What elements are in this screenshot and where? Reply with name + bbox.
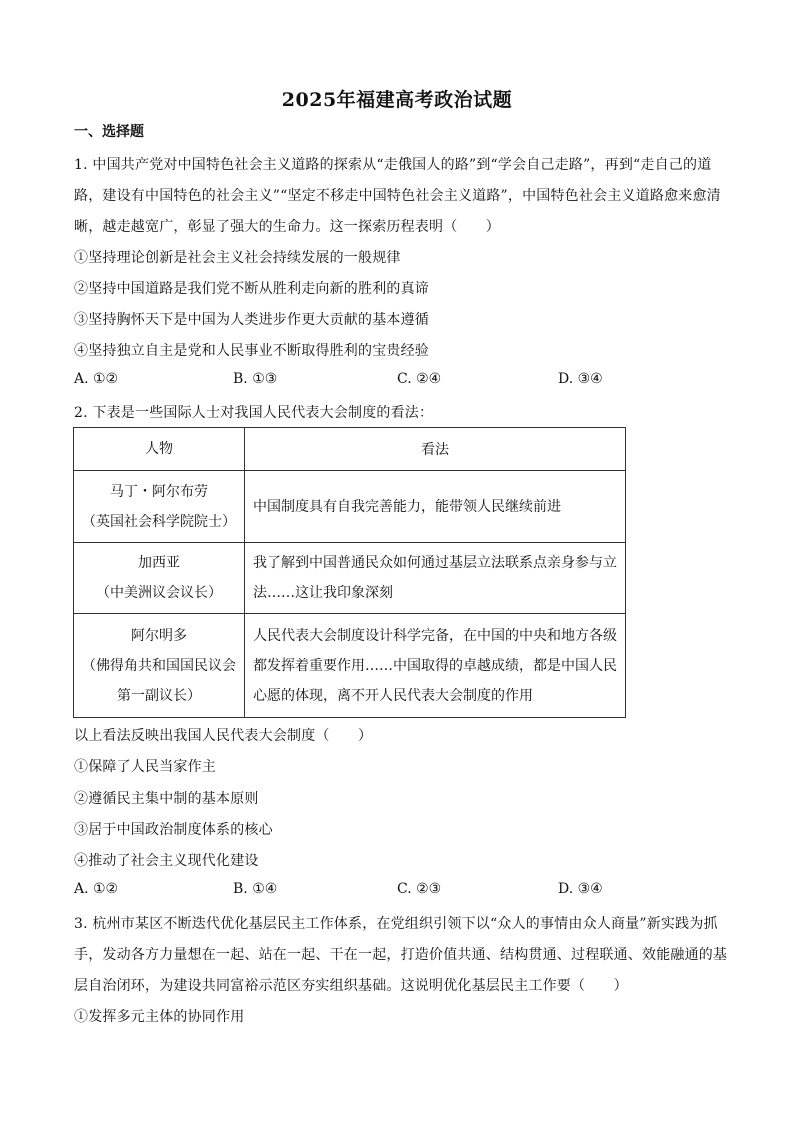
q1-statement: ④坚持独立自主是党和人民事业不断取得胜利的宝贵经验 (74, 343, 429, 359)
table-header-view: 看法 (245, 428, 626, 471)
q2-option-d: D. ③④ (558, 881, 603, 897)
q2-statement: ②遵循民主集中制的基本原则 (74, 791, 259, 807)
q1-stem-line: 1. 中国共产党对中国特色社会主义道路的探索从“走俄国人的路”到“学会自己走路”，再到“走自己的道 (74, 157, 712, 173)
person-name: 马丁・阿尔布劳 (110, 483, 208, 500)
table-row (74, 614, 626, 718)
view-text: 人民代表大会制度设计科学完备，在中国的中央和地方各级 (253, 627, 617, 644)
q2-intro: 2. 下表是一些国际人士对我国人民代表大会制度的看法： (74, 405, 434, 421)
person-cell (74, 471, 245, 543)
q1-option-d: D. ③④ (558, 371, 603, 387)
q3-stem-line: 手，发动各方力量想在一起、站在一起、干在一起，打造价值共通、结构贯通、过程联通、效能融通的基 (74, 947, 728, 963)
q3-stem-line: 层自治闭环，为建设共同富裕示范区夯实组织基础。这说明优化基层民主工作要（ ） (74, 978, 628, 994)
q1-option-c: C. ②④ (397, 371, 442, 387)
q1-stem-line: 晰，越走越宽广，彰显了强大的生命力。这一探索历程表明（ ） (74, 219, 500, 235)
person-cell (74, 614, 245, 718)
q3-statement: ①发挥多元主体的协同作用 (74, 1009, 245, 1025)
person-title: （佛得角共和国国民议会 (82, 657, 236, 674)
view-cell (245, 614, 626, 718)
view-text: 都发挥着重要作用……中国取得的卓越成绩，都是中国人民 (253, 657, 617, 674)
q1-option-a: A. ①② (74, 371, 119, 387)
q2-statement: ③居于中国政治制度体系的核心 (74, 822, 273, 838)
person-title: （英国社会科学院院士） (82, 513, 236, 530)
view-cell (245, 471, 626, 543)
q1-statement: ②坚持中国道路是我们党不断从胜利走向新的胜利的真谛 (74, 281, 429, 297)
view-text: 心愿的体现，离不开人民代表大会制度的作用 (253, 687, 533, 704)
q3-stem-line: 3. 杭州市某区不断迭代优化基层民主工作体系，在党组织引领下以“众人的事情由众人商量”新实践为抓 (74, 916, 718, 932)
page-title: 2025年福建高考政治试题 (281, 89, 513, 111)
q2-option-c: C. ②③ (397, 881, 442, 897)
table-header-row (74, 428, 626, 471)
q1-stem-line: 路，建设有中国特色的社会主义”“坚定不移走中国特色社会主义道路”，中国特色社会主义道路愈来愈清 (74, 188, 721, 204)
table-row (74, 471, 626, 543)
q1-option-b: B. ①③ (233, 371, 278, 387)
q2-statement: ①保障了人民当家作主 (74, 759, 216, 775)
person-title: 第一副议长） (117, 687, 201, 704)
person-name: 加西亚 (138, 555, 180, 571)
q2-statement: ④推动了社会主义现代化建设 (74, 853, 259, 869)
view-text: 我了解到中国普通民众如何通过基层立法联系点亲身参与立 (253, 555, 617, 571)
q2-option-a: A. ①② (74, 881, 119, 897)
q1-statement: ①坚持理论创新是社会主义社会持续发展的一般规律 (74, 250, 401, 266)
view-text: 法……这让我印象深刻 (253, 585, 393, 601)
person-cell (74, 543, 245, 614)
person-title: （中美洲议会议长） (96, 585, 222, 601)
q2-question: 以上看法反映出我国人民代表大会制度（ ） (74, 728, 373, 744)
views-table (73, 427, 626, 718)
table-row (74, 543, 626, 614)
section-heading: 一、选择题 (74, 124, 144, 140)
q1-statement: ③坚持胸怀天下是中国为人类进步作更大贡献的基本遵循 (74, 312, 429, 328)
table-header-person: 人物 (74, 428, 245, 471)
view-text: 中国制度具有自我完善能力，能带领人民继续前进 (253, 498, 561, 515)
q2-option-b: B. ①④ (233, 881, 278, 897)
person-name: 阿尔明多 (131, 627, 187, 644)
view-cell (245, 543, 626, 614)
